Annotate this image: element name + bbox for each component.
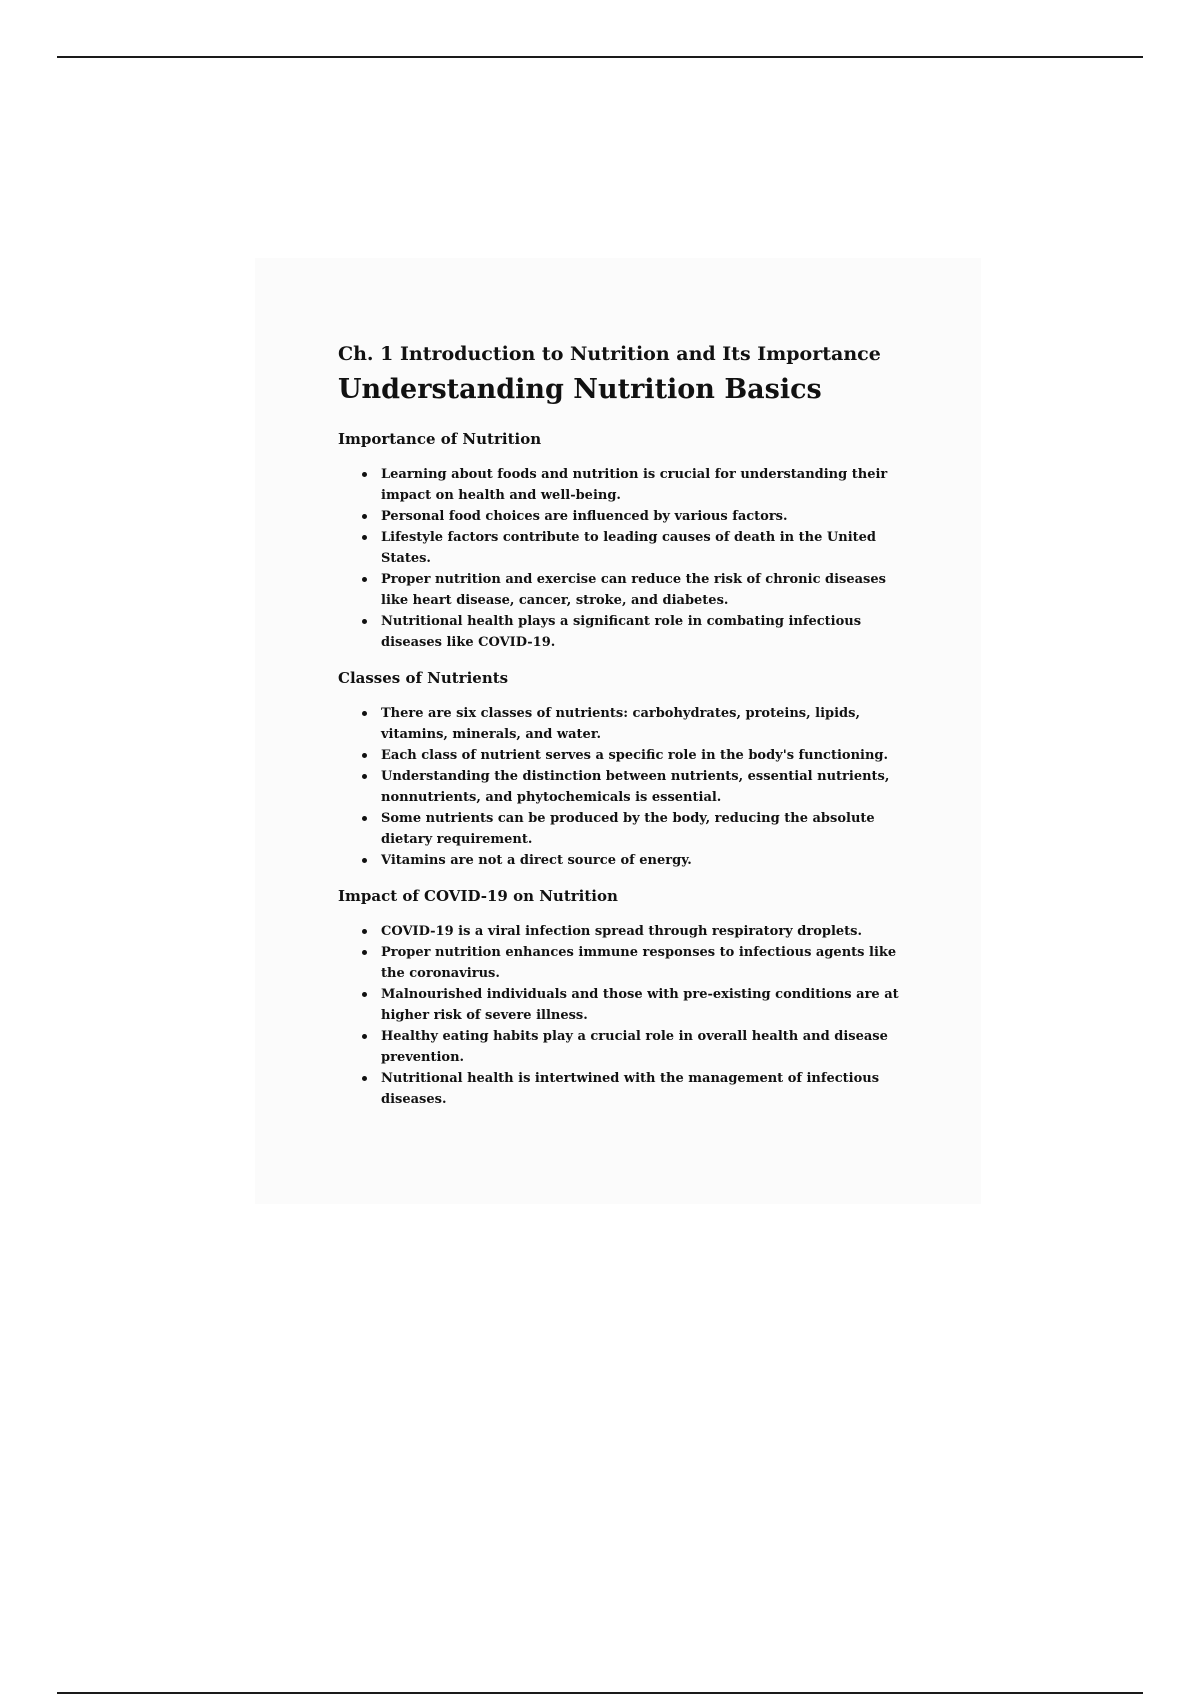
section-heading: Importance of Nutrition — [338, 430, 542, 448]
page-title: Understanding Nutrition Basics — [338, 374, 822, 405]
list-item-text: Proper nutrition and exercise can reduce the risk of chronic diseases like heart disease, cancer, stroke, and diabetes. — [381, 572, 886, 608]
bullet-icon — [362, 619, 367, 624]
list-item-text: Lifestyle factors contribute to leading causes of death in the United States. — [381, 530, 877, 566]
list-item-text: Vitamins are not a direct source of energy. — [381, 853, 692, 868]
list-item-text: Proper nutrition enhances immune responses to infectious agents like the coronavirus. — [381, 945, 897, 981]
list-item-text: Learning about foods and nutrition is crucial for understanding their impact on health and well-being. — [381, 467, 888, 503]
bullet-list — [338, 464, 908, 653]
section-heading: Impact of COVID-19 on Nutrition — [338, 887, 618, 905]
list-item-text: Healthy eating habits play a crucial role in overall health and disease prevention. — [381, 1029, 888, 1065]
bullet-icon — [362, 514, 367, 519]
list-item-text: Each class of nutrient serves a specific role in the body's functioning. — [381, 748, 889, 763]
section-heading: Classes of Nutrients — [338, 669, 509, 687]
list-item-text: Some nutrients can be produced by the body, reducing the absolute dietary requirement. — [381, 811, 875, 847]
section-classes-of-nutrients — [338, 667, 908, 871]
bullet-list — [338, 703, 908, 871]
chapter-heading: Ch. 1 Introduction to Nutrition and Its Importance — [338, 343, 881, 365]
section-impact-of-covid-19 — [338, 885, 908, 1110]
bullet-icon — [362, 711, 367, 716]
list-item-text: COVID-19 is a viral infection spread through respiratory droplets. — [381, 924, 863, 939]
list-item — [338, 745, 908, 766]
bullet-list — [338, 921, 908, 1110]
list-item — [338, 850, 908, 871]
list-item-text: Nutritional health is intertwined with the management of infectious diseases. — [381, 1071, 880, 1107]
list-item — [338, 808, 908, 850]
bullet-icon — [362, 992, 367, 997]
list-item-text: Personal food choices are influenced by various factors. — [381, 509, 788, 524]
list-item — [338, 569, 908, 611]
section-importance-of-nutrition — [338, 428, 908, 653]
list-item — [338, 527, 908, 569]
list-item — [338, 1068, 908, 1110]
bullet-icon — [362, 858, 367, 863]
list-item — [338, 611, 908, 653]
list-item — [338, 984, 908, 1026]
bullet-icon — [362, 929, 367, 934]
bullet-icon — [362, 1076, 367, 1081]
document-content — [338, 340, 908, 1110]
list-item — [338, 766, 908, 808]
list-item — [338, 464, 908, 506]
list-item — [338, 506, 908, 527]
list-item-text: Malnourished individuals and those with pre-existing conditions are at higher risk of severe illness. — [381, 987, 899, 1023]
list-item — [338, 1026, 908, 1068]
bullet-icon — [362, 816, 367, 821]
bullet-icon — [362, 774, 367, 779]
bullet-icon — [362, 753, 367, 758]
list-item-text: There are six classes of nutrients: carbohydrates, proteins, lipids, vitamins, minerals, and water. — [381, 706, 860, 742]
top-rule — [57, 56, 1143, 58]
bullet-icon — [362, 535, 367, 540]
bullet-icon — [362, 472, 367, 477]
list-item — [338, 921, 908, 942]
bullet-icon — [362, 950, 367, 955]
list-item — [338, 942, 908, 984]
bullet-icon — [362, 577, 367, 582]
list-item-text: Nutritional health plays a significant role in combating infectious diseases like COVID-19. — [381, 614, 862, 650]
list-item — [338, 703, 908, 745]
bottom-rule — [57, 1692, 1143, 1694]
bullet-icon — [362, 1034, 367, 1039]
list-item-text: Understanding the distinction between nutrients, essential nutrients, nonnutrients, and phytochemicals is essential. — [381, 769, 890, 805]
